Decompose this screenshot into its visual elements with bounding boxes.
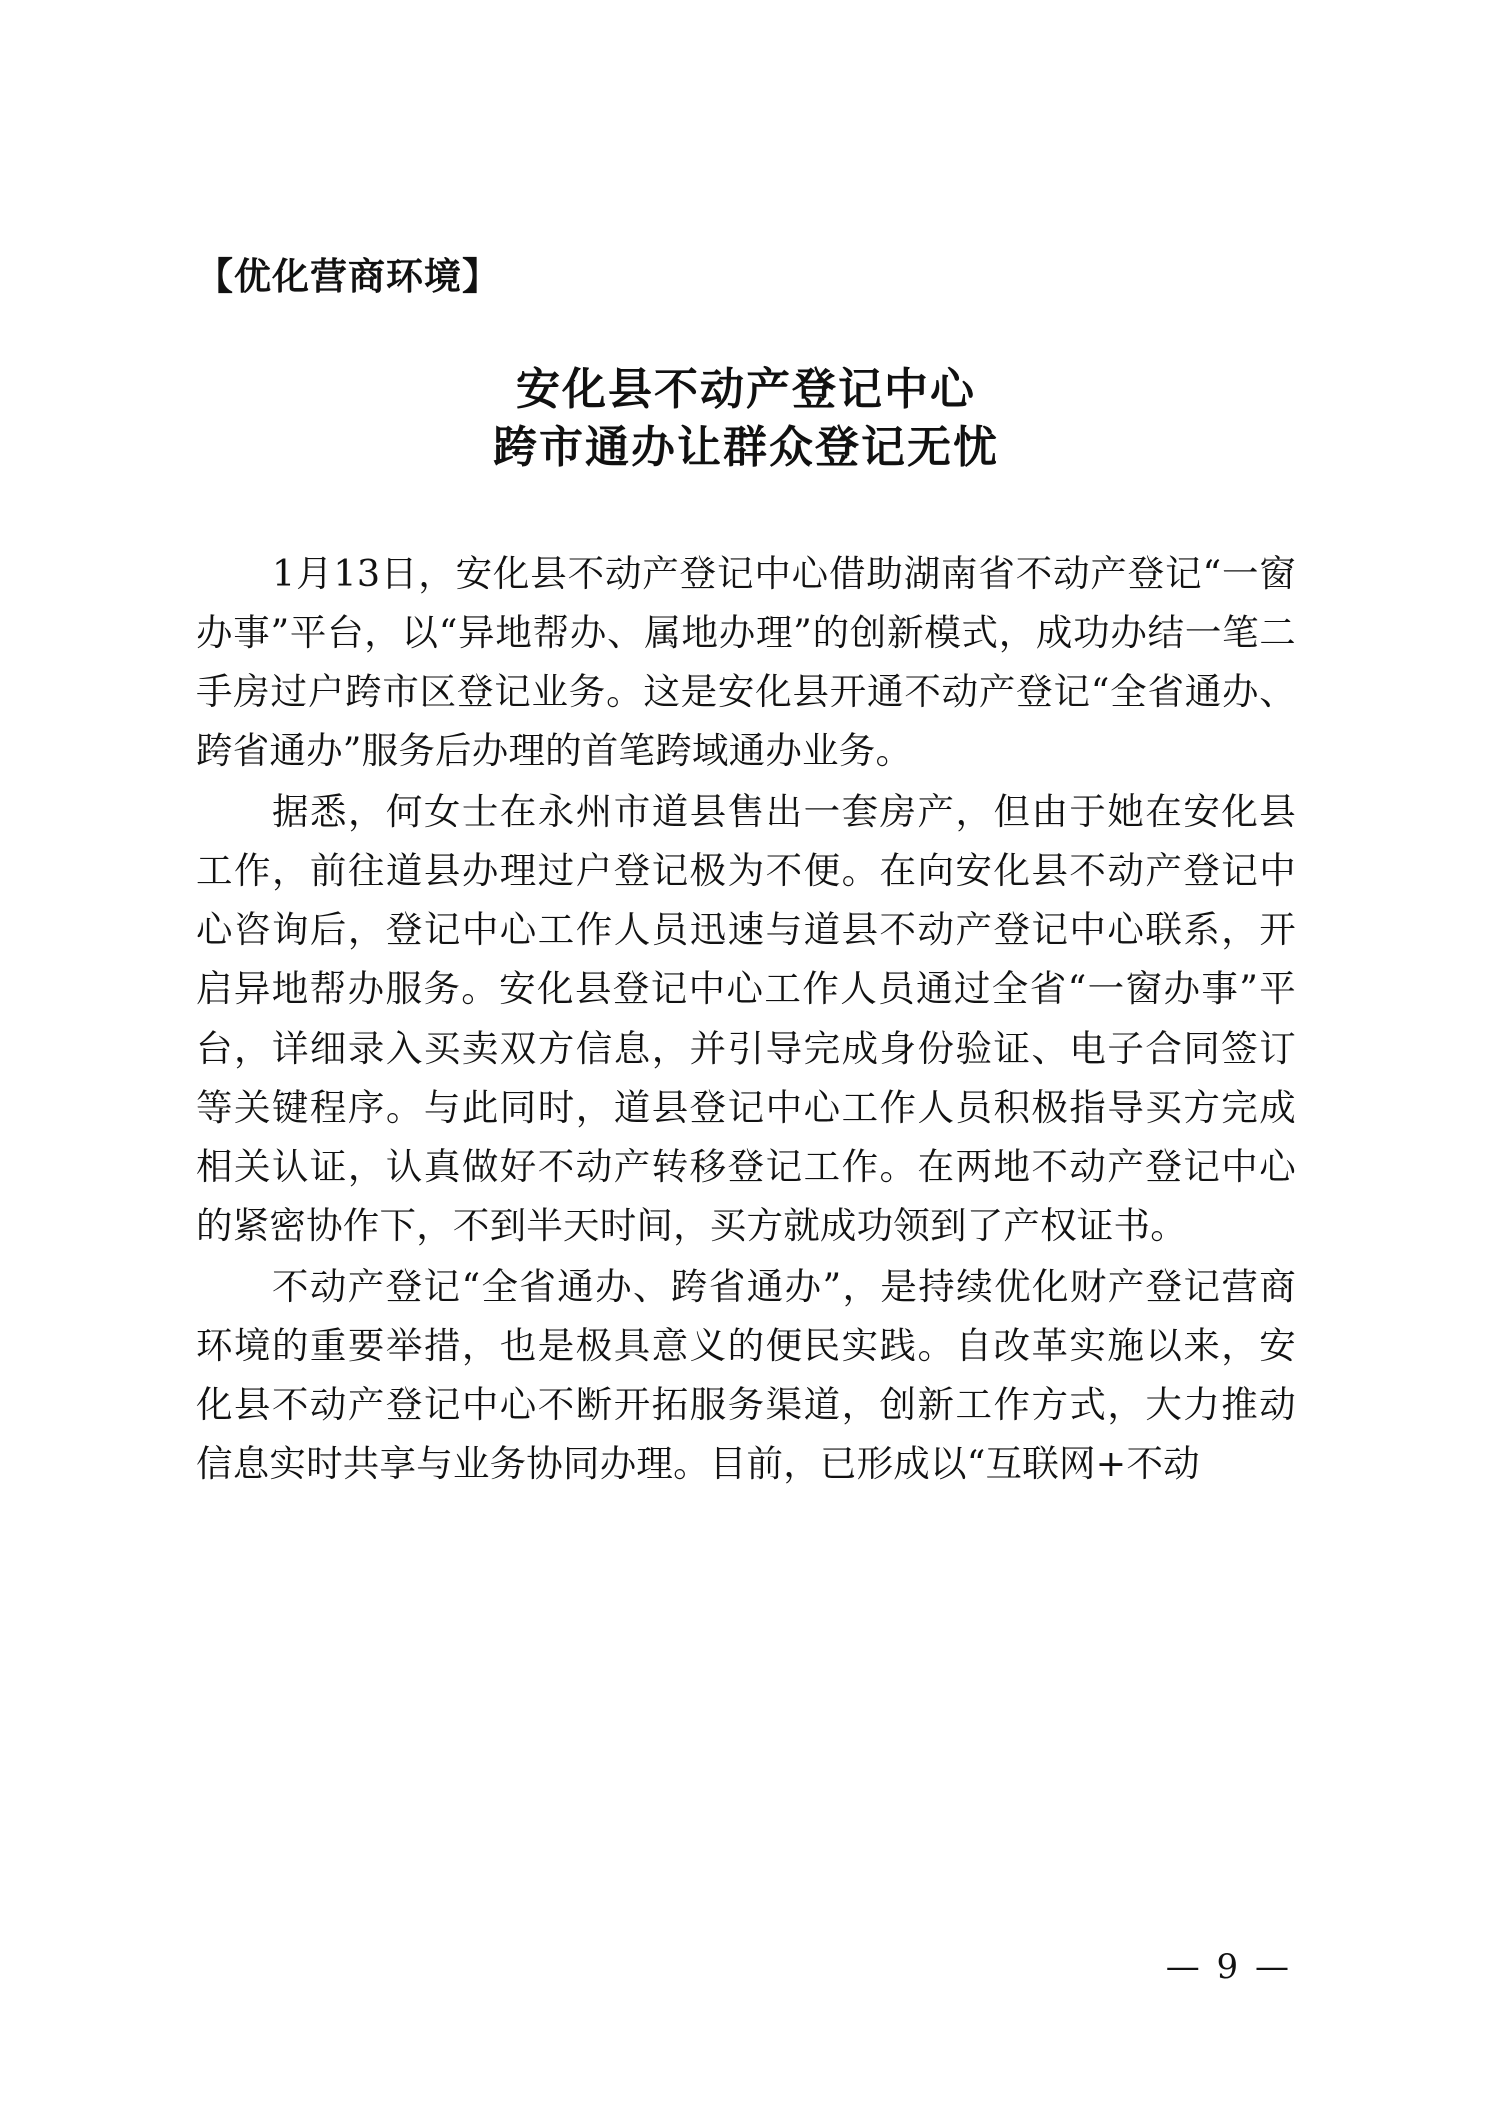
body-paragraph: 1月13日，安化县不动产登记中心借助湖南省不动产登记“一窗办事”平台，以“异地帮办、属地办理”的创新模式，成功办结一笔二手房过户跨市区登记业务。这是安化县开通不动产登记“全省通办、跨省通办”服务后办理的首笔跨域通办业务。 — [196, 551, 1296, 772]
article-title-line-2: 跨市通办让群众登记无忧 — [493, 422, 999, 474]
page-number: — 9 — — [1165, 1947, 1292, 1987]
article-body — [196, 544, 1296, 1494]
article-title — [196, 361, 1296, 477]
body-paragraph: 据悉，何女士在永州市道县售出一套房产，但由于她在安化县工作，前往道县办理过户登记极为不便。在向安化县不动产登记中心咨询后，登记中心工作人员迅速与道县不动产登记中心联系，开启异地帮办服务。安化县登记中心工作人员通过全省“一窗办事”平台，详细录入买卖双方信息，并引导完成身份验证、电子合同签订等关键程序。与此同时，道县登记中心工作人员积极指导买方完成相关认证，认真做好不动产转移登记工作。在两地不动产登记中心的紧密协作下，不到半天时间，买方就成功领到了产权证书。 — [196, 790, 1296, 1247]
document-content — [196, 255, 1296, 1494]
article-title-line-1: 安化县不动产登记中心 — [516, 364, 976, 416]
category-tag: 【优化营商环境】 — [196, 255, 500, 298]
body-paragraph: 不动产登记“全省通办、跨省通办”，是持续优化财产登记营商环境的重要举措，也是极具意义的便民实践。自改革实施以来，安化县不动产登记中心不断开拓服务渠道，创新工作方式，大力推动信息实时共享与业务协同办理。目前，已形成以“互联网+不动 — [196, 1265, 1296, 1486]
